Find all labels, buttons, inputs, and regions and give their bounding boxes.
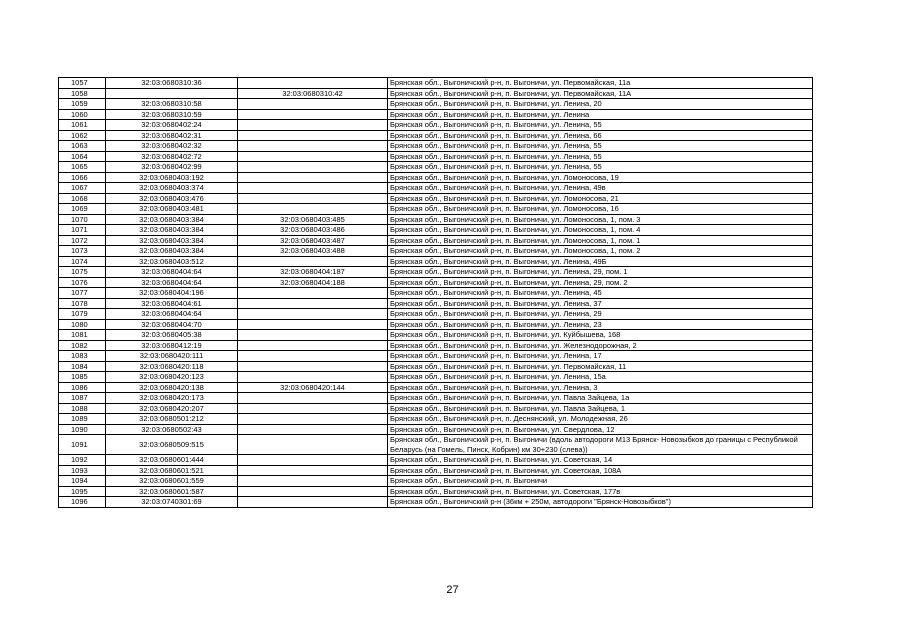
- table-row: [59, 288, 813, 299]
- cadastral-number-cell: 32:03:0680402:31: [106, 130, 238, 141]
- cadastral-number-cell: 32:03:0680403:476: [106, 193, 238, 204]
- table-row: [59, 403, 813, 414]
- row-number-cell: 1076: [59, 277, 106, 288]
- cadastral-number-cell: [106, 88, 238, 99]
- premises-cadastral-number-cell: [238, 162, 388, 173]
- premises-cadastral-number-cell: [238, 288, 388, 299]
- row-number-cell: 1072: [59, 235, 106, 246]
- row-number-cell: 1075: [59, 267, 106, 278]
- premises-cadastral-number-cell: [238, 256, 388, 267]
- premises-cadastral-number-cell: [238, 435, 388, 455]
- address-cell: Брянская обл., Выгоничский р-н, п. Выгоничи: [388, 476, 813, 487]
- cadastral-number-cell: 32:03:0680403:384: [106, 246, 238, 257]
- premises-cadastral-number-cell: 32:03:0680403:485: [238, 214, 388, 225]
- cadastral-number-cell: 32:03:0680402:99: [106, 162, 238, 173]
- table-row: [59, 476, 813, 487]
- table-row: [59, 435, 813, 455]
- row-number-cell: 1092: [59, 455, 106, 466]
- row-number-cell: 1059: [59, 99, 106, 110]
- cadastral-number-cell: 32:03:0680403:384: [106, 225, 238, 236]
- premises-cadastral-number-cell: [238, 414, 388, 425]
- row-number-cell: 1064: [59, 151, 106, 162]
- premises-cadastral-number-cell: 32:03:0680403:488: [238, 246, 388, 257]
- cadastral-number-cell: 32:03:0680501:212: [106, 414, 238, 425]
- address-cell: Брянская обл., Выгоничский р-н, п. Выгоничи, ул. Ленина, 55: [388, 141, 813, 152]
- premises-cadastral-number-cell: [238, 151, 388, 162]
- table-row: [59, 256, 813, 267]
- row-number-cell: 1070: [59, 214, 106, 225]
- table-row: [59, 361, 813, 372]
- row-number-cell: 1078: [59, 298, 106, 309]
- row-number-cell: 1069: [59, 204, 106, 215]
- premises-cadastral-number-cell: [238, 455, 388, 466]
- address-cell: Брянская обл., Выгоничский р-н, п. Выгоничи, ул. Ломоносова, 1, пом. 3: [388, 214, 813, 225]
- table-row: [59, 486, 813, 497]
- cadastral-number-cell: 32:03:0680403:512: [106, 256, 238, 267]
- cadastral-number-cell: 32:03:0680405:38: [106, 330, 238, 341]
- premises-cadastral-number-cell: 32:03:0680420:144: [238, 382, 388, 393]
- premises-cadastral-number-cell: [238, 120, 388, 131]
- cadastral-number-cell: 32:03:0680404:64: [106, 267, 238, 278]
- table-row: [59, 340, 813, 351]
- premises-cadastral-number-cell: [238, 109, 388, 120]
- table-row: [59, 172, 813, 183]
- table-row: [59, 225, 813, 236]
- premises-cadastral-number-cell: [238, 393, 388, 404]
- table-row: [59, 214, 813, 225]
- cadastral-number-cell: 32:03:0680412:19: [106, 340, 238, 351]
- table-row: [59, 88, 813, 99]
- table-row: [59, 372, 813, 383]
- address-cell: Брянская обл., Выгоничский р-н, п. Выгоничи, ул. Железнодорожная, 2: [388, 340, 813, 351]
- premises-cadastral-number-cell: 32:03:0680403:487: [238, 235, 388, 246]
- premises-cadastral-number-cell: 32:03:0680310:42: [238, 88, 388, 99]
- cadastral-number-cell: 32:03:0680502:43: [106, 424, 238, 435]
- row-number-cell: 1062: [59, 130, 106, 141]
- row-number-cell: 1082: [59, 340, 106, 351]
- cadastral-number-cell: 32:03:0680601:587: [106, 486, 238, 497]
- address-cell: Брянская обл., Выгоничский р-н, п. Выгоничи, ул. Павла Зайцева, 1а: [388, 393, 813, 404]
- cadastral-number-cell: 32:03:0680403:384: [106, 235, 238, 246]
- row-number-cell: 1095: [59, 486, 106, 497]
- address-cell: Брянская обл., Выгоничский р-н, п. Выгоничи, ул. Первомайская, 11А: [388, 88, 813, 99]
- row-number-cell: 1067: [59, 183, 106, 194]
- table-row: [59, 141, 813, 152]
- table-row: [59, 162, 813, 173]
- address-cell: Брянская обл., Выгоничский р-н, п. Выгоничи, ул. Ленина, 49в: [388, 183, 813, 194]
- row-number-cell: 1057: [59, 78, 106, 89]
- premises-cadastral-number-cell: [238, 99, 388, 110]
- address-cell: Брянская обл., Выгоничский р-н (36км + 250м, автодороги "Брянск-Новозыбков"): [388, 497, 813, 508]
- cadastral-number-cell: 32:03:0680404:64: [106, 277, 238, 288]
- table-row: [59, 330, 813, 341]
- row-number-cell: 1060: [59, 109, 106, 120]
- address-cell: Брянская обл., Выгоничский р-н, п. Выгоничи, ул. Советская, 177в: [388, 486, 813, 497]
- row-number-cell: 1096: [59, 497, 106, 508]
- row-number-cell: 1088: [59, 403, 106, 414]
- address-cell: Брянская обл., Выгоничский р-н, п. Выгоничи, ул. Первомайская, 11а: [388, 78, 813, 89]
- cadastral-number-cell: 32:03:0680310:36: [106, 78, 238, 89]
- table-row: [59, 424, 813, 435]
- address-cell: Брянская обл., Выгоничский р-н, п. Выгоничи, ул. Ленина, 17: [388, 351, 813, 362]
- table-row: [59, 351, 813, 362]
- table-row: [59, 277, 813, 288]
- table-row: [59, 497, 813, 508]
- address-cell: Брянская обл., Выгоничский р-н, п. Выгоничи, ул. Ленина, 55: [388, 151, 813, 162]
- row-number-cell: 1074: [59, 256, 106, 267]
- row-number-cell: 1083: [59, 351, 106, 362]
- premises-cadastral-number-cell: [238, 497, 388, 508]
- premises-cadastral-number-cell: [238, 372, 388, 383]
- premises-cadastral-number-cell: [238, 330, 388, 341]
- address-cell: Брянская обл., Выгоничский р-н, п. Деснянский, ул. Молодежная, 26: [388, 414, 813, 425]
- table-row: [59, 193, 813, 204]
- cadastral-number-cell: 32:03:0680601:559: [106, 476, 238, 487]
- row-number-cell: 1089: [59, 414, 106, 425]
- cadastral-number-cell: 32:03:0680420:173: [106, 393, 238, 404]
- row-number-cell: 1079: [59, 309, 106, 320]
- cadastral-number-cell: 32:03:0680310:58: [106, 99, 238, 110]
- row-number-cell: 1077: [59, 288, 106, 299]
- cadastral-number-cell: 32:03:0680404:196: [106, 288, 238, 299]
- address-cell: Брянская обл., Выгоничский р-н, п. Выгоничи, ул. Ломоносова, 1, пом. 1: [388, 235, 813, 246]
- address-cell: Брянская обл., Выгоничский р-н, п. Выгоничи, ул. Ломоносова, 16: [388, 204, 813, 215]
- cadastral-number-cell: 32:03:0680420:111: [106, 351, 238, 362]
- cadastral-number-cell: 32:03:0680403:481: [106, 204, 238, 215]
- table-row: [59, 414, 813, 425]
- address-cell: Брянская обл., Выгоничский р-н, п. Выгоничи, ул. Куйбышева, 168: [388, 330, 813, 341]
- page-number: 27: [446, 584, 459, 596]
- row-number-cell: 1087: [59, 393, 106, 404]
- premises-cadastral-number-cell: [238, 78, 388, 89]
- address-cell: Брянская обл., Выгоничский р-н, п. Выгоничи, ул. Павла Зайцева, 1: [388, 403, 813, 414]
- cadastral-number-cell: 32:03:0680509:515: [106, 435, 238, 455]
- cadastral-number-cell: 32:03:0680402:32: [106, 141, 238, 152]
- table-row: [59, 246, 813, 257]
- address-cell: Брянская обл., Выгоничский р-н, п. Выгоничи, ул. Первомайская, 11: [388, 361, 813, 372]
- address-cell: Брянская обл., Выгоничский р-н, п. Выгоничи, ул. Ленина, 15а: [388, 372, 813, 383]
- address-cell: Брянская обл., Выгоничский р-н, п. Выгоничи, ул. Ленина, 29, пом. 2: [388, 277, 813, 288]
- table-row: [59, 309, 813, 320]
- row-number-cell: 1061: [59, 120, 106, 131]
- row-number-cell: 1080: [59, 319, 106, 330]
- premises-cadastral-number-cell: 32:03:0680404:188: [238, 277, 388, 288]
- registry-table: [58, 77, 813, 508]
- cadastral-number-cell: 32:03:0680403:374: [106, 183, 238, 194]
- premises-cadastral-number-cell: [238, 361, 388, 372]
- row-number-cell: 1073: [59, 246, 106, 257]
- cadastral-number-cell: 32:03:0680404:61: [106, 298, 238, 309]
- table-row: [59, 183, 813, 194]
- premises-cadastral-number-cell: [238, 319, 388, 330]
- address-cell: Брянская обл., Выгоничский р-н, п. Выгоничи, ул. Ленина, 3: [388, 382, 813, 393]
- table-row: [59, 130, 813, 141]
- address-cell: Брянская обл., Выгоничский р-н, п. Выгоничи, ул. Ленина, 23: [388, 319, 813, 330]
- address-cell: Брянская обл., Выгоничский р-н, п. Выгоничи, ул. Ломоносова, 1, пом. 4: [388, 225, 813, 236]
- table-row: [59, 393, 813, 404]
- table-row: [59, 204, 813, 215]
- row-number-cell: 1091: [59, 435, 106, 455]
- address-cell: Брянская обл., Выгоничский р-н, п. Выгоничи, ул. Ленина, 55: [388, 162, 813, 173]
- address-cell: Брянская обл., Выгоничский р-н, п. Выгоничи, ул. Советская, 14: [388, 455, 813, 466]
- cadastral-number-cell: 32:03:0680402:72: [106, 151, 238, 162]
- address-cell: Брянская обл., Выгоничский р-н, п. Выгоничи, ул. Ленина, 66: [388, 130, 813, 141]
- address-cell: Брянская обл., Выгоничский р-н, п. Выгоничи (вдоль автодороги М13 Брянск- Новозыбков до границы с Республикой Беларусь (на Гомель, Пинск, Кобрин) км 30+230 (слева)): [388, 435, 813, 455]
- table-row: [59, 151, 813, 162]
- table-row: [59, 78, 813, 89]
- row-number-cell: 1065: [59, 162, 106, 173]
- table-row: [59, 298, 813, 309]
- registry-table-body: [59, 78, 813, 508]
- table-row: [59, 267, 813, 278]
- table-row: [59, 120, 813, 131]
- table-row: [59, 319, 813, 330]
- cadastral-number-cell: 32:03:0680404:64: [106, 309, 238, 320]
- cadastral-number-cell: 32:03:0680403:192: [106, 172, 238, 183]
- row-number-cell: 1058: [59, 88, 106, 99]
- row-number-cell: 1068: [59, 193, 106, 204]
- table-row: [59, 382, 813, 393]
- premises-cadastral-number-cell: [238, 465, 388, 476]
- premises-cadastral-number-cell: [238, 424, 388, 435]
- premises-cadastral-number-cell: [238, 476, 388, 487]
- cadastral-number-cell: 32:03:0680310:59: [106, 109, 238, 120]
- address-cell: Брянская обл., Выгоничский р-н, п. Выгоничи, ул. Ленина, 29: [388, 309, 813, 320]
- address-cell: Брянская обл., Выгоничский р-н, п. Выгоничи, ул. Ленина, 55: [388, 120, 813, 131]
- table-row: [59, 235, 813, 246]
- cadastral-number-cell: 32:03:0740301:69: [106, 497, 238, 508]
- row-number-cell: 1094: [59, 476, 106, 487]
- premises-cadastral-number-cell: [238, 172, 388, 183]
- cadastral-number-cell: 32:03:0680420:118: [106, 361, 238, 372]
- premises-cadastral-number-cell: 32:03:0680403:486: [238, 225, 388, 236]
- row-number-cell: 1081: [59, 330, 106, 341]
- address-cell: Брянская обл., Выгоничский р-н, п. Выгоничи, ул. Ленина, 45: [388, 288, 813, 299]
- premises-cadastral-number-cell: [238, 298, 388, 309]
- address-cell: Брянская обл., Выгоничский р-н, п. Выгоничи, ул. Ленина: [388, 109, 813, 120]
- address-cell: Брянская обл., Выгоничский р-н, п. Выгоничи, ул. Ленина, 37: [388, 298, 813, 309]
- cadastral-number-cell: 32:03:0680601:521: [106, 465, 238, 476]
- premises-cadastral-number-cell: [238, 204, 388, 215]
- address-cell: Брянская обл., Выгоничский р-н, п. Выгоничи, ул. Советская, 108А: [388, 465, 813, 476]
- address-cell: Брянская обл., Выгоничский р-н, п. Выгоничи, ул. Свердлова, 12: [388, 424, 813, 435]
- premises-cadastral-number-cell: [238, 183, 388, 194]
- row-number-cell: 1063: [59, 141, 106, 152]
- table-row: [59, 99, 813, 110]
- address-cell: Брянская обл., Выгоничский р-н, п. Выгоничи, ул. Ленина, 29, пом. 1: [388, 267, 813, 278]
- row-number-cell: 1090: [59, 424, 106, 435]
- table-row: [59, 455, 813, 466]
- row-number-cell: 1085: [59, 372, 106, 383]
- cadastral-number-cell: 32:03:0680404:70: [106, 319, 238, 330]
- premises-cadastral-number-cell: 32:03:0680404:187: [238, 267, 388, 278]
- premises-cadastral-number-cell: [238, 193, 388, 204]
- row-number-cell: 1086: [59, 382, 106, 393]
- address-cell: Брянская обл., Выгоничский р-н, п. Выгоничи, ул. Ленина, 49Б: [388, 256, 813, 267]
- cadastral-number-cell: 32:03:0680601:444: [106, 455, 238, 466]
- table-row: [59, 465, 813, 476]
- cadastral-number-cell: 32:03:0680420:138: [106, 382, 238, 393]
- premises-cadastral-number-cell: [238, 351, 388, 362]
- cadastral-number-cell: 32:03:0680403:384: [106, 214, 238, 225]
- premises-cadastral-number-cell: [238, 141, 388, 152]
- address-cell: Брянская обл., Выгоничский р-н, п. Выгоничи, ул. Ломоносова, 21: [388, 193, 813, 204]
- address-cell: Брянская обл., Выгоничский р-н, п. Выгоничи, ул. Ломоносова, 19: [388, 172, 813, 183]
- address-cell: Брянская обл., Выгоничский р-н, п. Выгоничи, ул. Ломоносова, 1, пом. 2: [388, 246, 813, 257]
- row-number-cell: 1071: [59, 225, 106, 236]
- row-number-cell: 1066: [59, 172, 106, 183]
- premises-cadastral-number-cell: [238, 130, 388, 141]
- table-row: [59, 109, 813, 120]
- address-cell: Брянская обл., Выгоничский р-н, п. Выгоничи, ул. Ленина, 20: [388, 99, 813, 110]
- cadastral-number-cell: 32:03:0680420:123: [106, 372, 238, 383]
- cadastral-number-cell: 32:03:0680420:207: [106, 403, 238, 414]
- cadastral-number-cell: 32:03:0680402:24: [106, 120, 238, 131]
- row-number-cell: 1084: [59, 361, 106, 372]
- premises-cadastral-number-cell: [238, 486, 388, 497]
- premises-cadastral-number-cell: [238, 340, 388, 351]
- premises-cadastral-number-cell: [238, 403, 388, 414]
- premises-cadastral-number-cell: [238, 309, 388, 320]
- row-number-cell: 1093: [59, 465, 106, 476]
